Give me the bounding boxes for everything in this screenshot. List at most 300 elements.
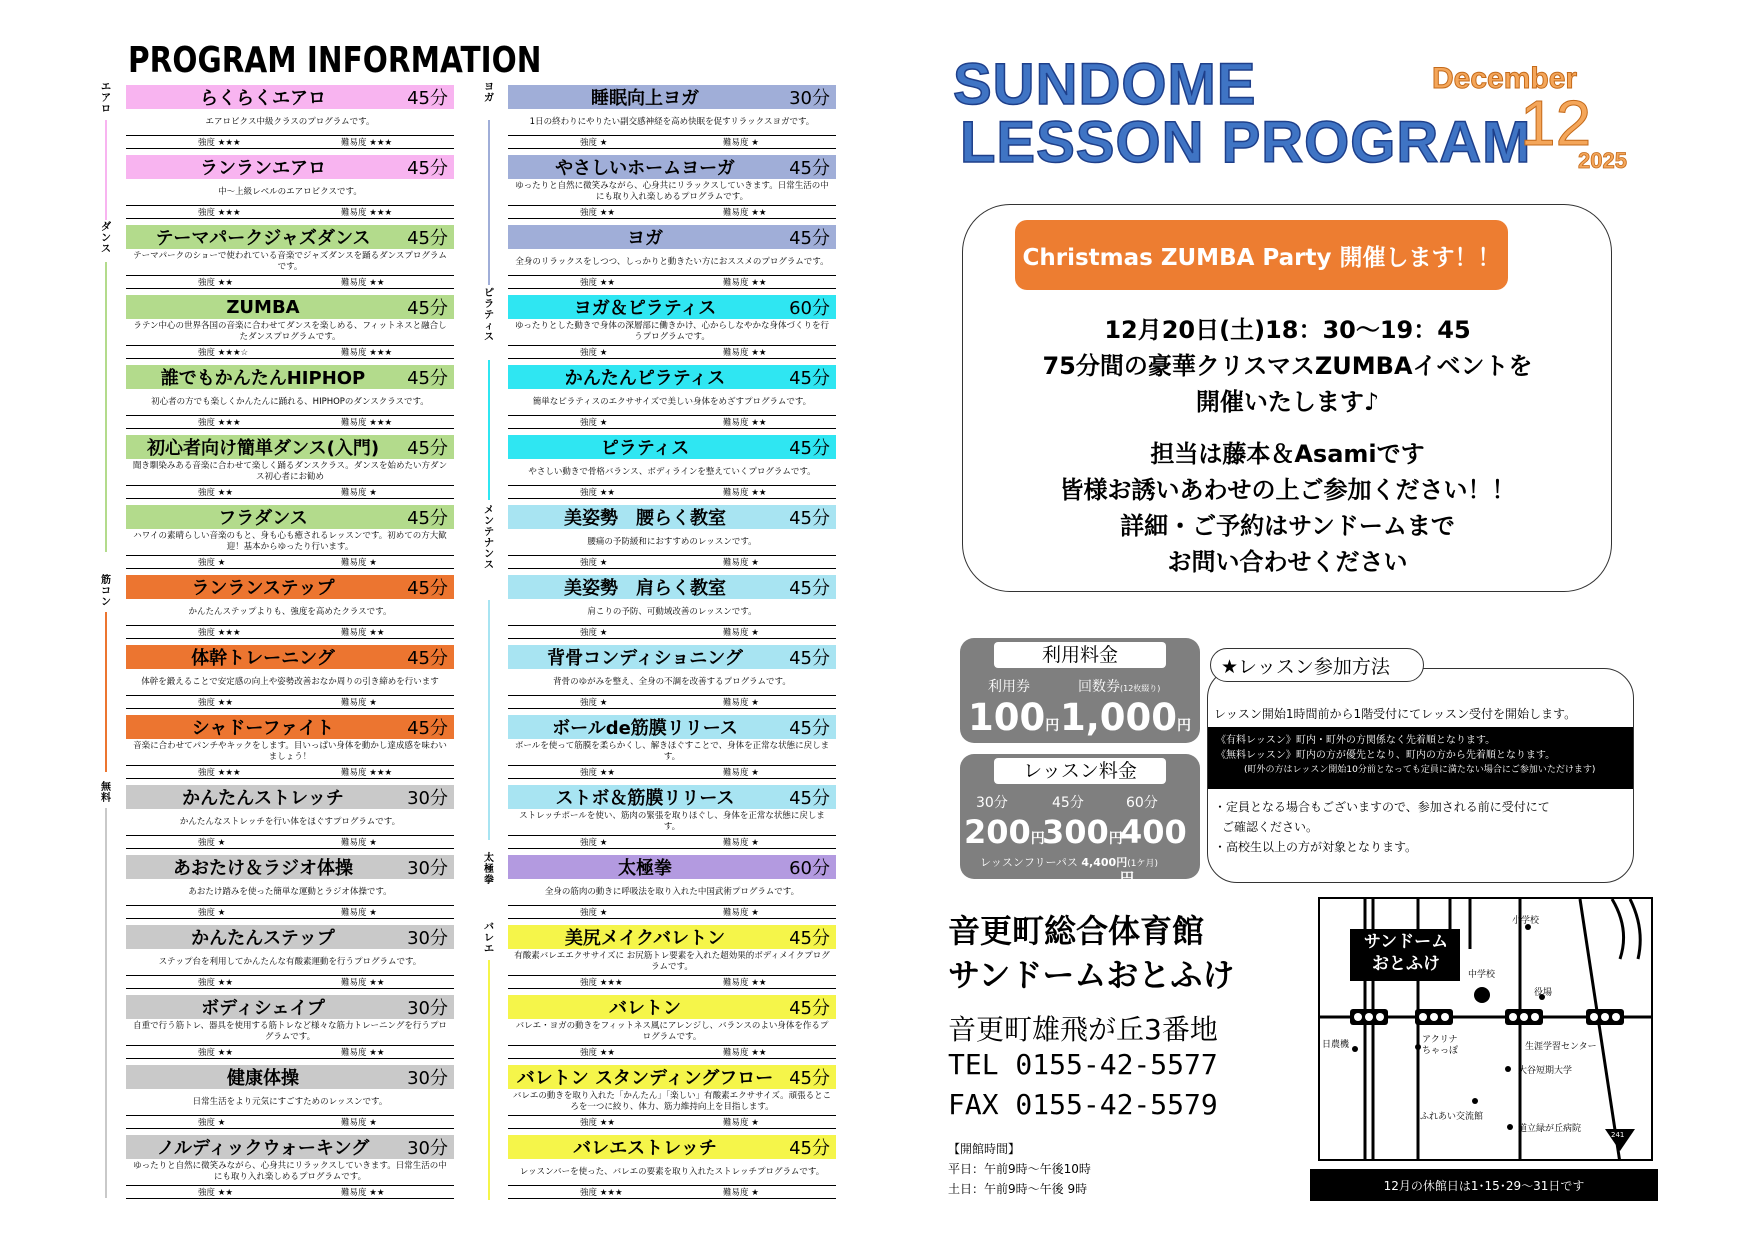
program-name: 睡眠向上ヨガ xyxy=(591,88,699,109)
program-duration: 45分 xyxy=(407,298,448,319)
program-name: テーマパークジャズダンス xyxy=(155,228,371,249)
program-description: かんたんステップよりも、強度を高めたクラスです。 xyxy=(188,606,392,617)
program-rating xyxy=(126,1045,454,1059)
program-description: 全身の筋肉の動きに呼吸法を取り入れた中国武術プログラムです。 xyxy=(544,886,800,897)
program-header xyxy=(508,995,836,1019)
program-card xyxy=(508,855,836,925)
program-duration: 30分 xyxy=(407,1068,448,1089)
program-card xyxy=(508,155,836,225)
program-intensity: 強度 ★ xyxy=(198,1118,226,1128)
program-intensity: 強度 ★★ xyxy=(198,1188,233,1198)
program-duration: 45分 xyxy=(789,578,830,599)
program-rating xyxy=(126,555,454,569)
program-duration: 45分 xyxy=(407,438,448,459)
program-header xyxy=(126,995,454,1019)
lesson-45-price: 300円 xyxy=(1042,813,1123,851)
map-elementary: 小学校 xyxy=(1512,916,1540,926)
program-card xyxy=(126,155,454,225)
program-difficulty: 難易度 ★★ xyxy=(723,488,767,498)
lesson-30-price: 200円 xyxy=(964,813,1045,851)
program-rating xyxy=(126,205,454,219)
program-rating xyxy=(126,695,454,709)
program-card xyxy=(508,225,836,295)
program-difficulty: 難易度 ★★★ xyxy=(341,348,393,358)
program-card xyxy=(126,225,454,295)
program-duration: 45分 xyxy=(789,928,830,949)
program-name: ボールde筋膜リリース xyxy=(552,718,738,739)
program-description: ゆったりと自然に微笑みながら、心身共にリラックスしていきます。日常生活の中にも取り入れ楽しめるプログラムです。 xyxy=(515,181,829,202)
program-name: フラダンス xyxy=(218,508,308,529)
program-duration: 45分 xyxy=(789,158,830,179)
program-duration: 45分 xyxy=(789,998,830,1019)
program-difficulty: 難易度 ★★★ xyxy=(341,418,393,428)
program-card xyxy=(126,435,454,505)
facility-tel: TEL 0155-42-5577 xyxy=(948,1048,1218,1081)
category-line-barre xyxy=(488,960,490,1200)
program-duration: 45分 xyxy=(789,788,830,809)
program-rating xyxy=(508,765,836,779)
program-rating xyxy=(126,345,454,359)
category-line-muryo xyxy=(105,808,107,1198)
program-rating xyxy=(508,695,836,709)
map-hospital: 道立緑が丘病院 xyxy=(1518,1124,1582,1134)
program-difficulty: 難易度 ★ xyxy=(723,768,759,778)
program-difficulty: 難易度 ★★ xyxy=(723,1048,767,1058)
program-description: ラテン中心の世界各国の音楽に合わせてダンスを楽しめる、フィットネスと融合したダンスプログラムです。 xyxy=(133,321,447,342)
program-description: ステップ台を利用してかんたんな有酸素運動を行うプログラムです。 xyxy=(158,956,422,967)
program-difficulty: 難易度 ★ xyxy=(341,488,377,498)
program-header xyxy=(508,155,836,179)
program-intensity: 強度 ★★★ xyxy=(580,978,623,988)
program-rating xyxy=(126,835,454,849)
program-difficulty: 難易度 ★ xyxy=(341,558,377,568)
category-line-aero xyxy=(105,120,107,220)
program-description: ゆったりと自然に微笑みながら、心身共にリラックスしていきます。日常生活の中にも取り入れ楽しめるプログラムです。 xyxy=(133,1161,447,1182)
free-pass: レッスンフリーパス 4,400円(1ケ月) xyxy=(980,856,1158,869)
program-card xyxy=(126,365,454,435)
program-name: ランランステップ xyxy=(191,578,335,599)
program-header xyxy=(126,505,454,529)
program-duration: 30分 xyxy=(789,88,830,109)
coupon-label: 回数券(12枚綴り) xyxy=(1078,679,1161,695)
program-rating xyxy=(126,415,454,429)
facility-fax: FAX 0155-42-5579 xyxy=(948,1088,1218,1121)
program-difficulty: 難易度 ★★ xyxy=(723,978,767,988)
program-intensity: 強度 ★★★ xyxy=(580,1188,623,1198)
program-intensity: 強度 ★ xyxy=(580,138,608,148)
program-header xyxy=(126,365,454,389)
title-sundome: SUNDOME xyxy=(953,52,1257,117)
program-card xyxy=(126,925,454,995)
event-line-3: 開催いたします♪ xyxy=(1195,388,1380,416)
program-difficulty: 難易度 ★★ xyxy=(723,418,767,428)
program-header xyxy=(508,1065,836,1089)
program-description: バレエの動きを取り入れた「かんたん」「楽しい」有酸素エクササイズ。頑張るところを一つに絞り、体力、筋力維持向上を目指します。 xyxy=(512,1091,832,1112)
program-intensity: 強度 ★★★ xyxy=(198,418,241,428)
program-name: やさしいホームヨーガ xyxy=(555,158,735,179)
program-rating xyxy=(508,835,836,849)
program-header xyxy=(126,1065,454,1089)
program-difficulty: 難易度 ★ xyxy=(723,1188,759,1198)
category-label-maint: メ ン テ ナ ン ス xyxy=(484,505,494,571)
category-line-kinkon xyxy=(105,612,107,772)
program-duration: 45分 xyxy=(407,228,448,249)
program-difficulty: 難易度 ★ xyxy=(341,698,377,708)
lesson-fee-title: レッスン料金 xyxy=(994,758,1166,784)
program-card xyxy=(126,715,454,785)
program-header xyxy=(126,155,454,179)
program-card xyxy=(126,295,454,365)
program-intensity: 強度 ★★ xyxy=(198,978,233,988)
program-duration: 45分 xyxy=(789,228,830,249)
program-description: ハワイの素晴らしい音楽のもと、身も心も癒されるレッスンです。初めての方大歓迎！基本からゆったり行います。 xyxy=(133,531,447,552)
program-duration: 45分 xyxy=(407,368,448,389)
program-header xyxy=(126,785,454,809)
map-univ: 大谷短期大学 xyxy=(1518,1066,1573,1076)
coupon-price: 1,000円 xyxy=(1060,696,1192,739)
program-difficulty: 難易度 ★★ xyxy=(341,278,385,288)
program-difficulty: 難易度 ★ xyxy=(341,908,377,918)
program-duration: 45分 xyxy=(407,578,448,599)
program-difficulty: 難易度 ★★ xyxy=(723,208,767,218)
program-name: あおたけ＆ラジオ体操 xyxy=(173,858,353,879)
program-rating xyxy=(508,345,836,359)
program-intensity: 強度 ★★★ xyxy=(198,768,241,778)
map-center: 生涯学習センター xyxy=(1525,1042,1597,1052)
program-name: 初心者向け簡単ダンス(入門) xyxy=(146,438,380,459)
event-line-6: 詳細・ご予約はサンドームまで xyxy=(1120,512,1455,540)
program-description: 腰痛の予防緩和におすすめのレッスンです。 xyxy=(587,536,757,547)
program-name: 太極拳 xyxy=(618,858,672,879)
program-difficulty: 難易度 ★★ xyxy=(341,1048,385,1058)
program-header xyxy=(508,575,836,599)
program-duration: 45分 xyxy=(407,158,448,179)
program-duration: 30分 xyxy=(407,928,448,949)
program-header xyxy=(508,435,836,459)
program-name: シャドーファイト xyxy=(191,718,335,739)
program-description: 1日の終わりにやりたい副交感神経を高め快眠を促すリラックスヨガです。 xyxy=(529,116,815,127)
rule-paid: 《有料レッスン》町内・町外の方関係なく先着順となります。 xyxy=(1216,735,1496,746)
program-rating xyxy=(508,275,836,289)
program-card xyxy=(126,1135,454,1205)
program-rating xyxy=(126,485,454,499)
category-label-barre: バ レ エ xyxy=(484,922,494,955)
participation-line-1: レッスン開始1時間前から1階受付にてレッスン受付を開始します。 xyxy=(1214,707,1577,721)
program-intensity: 強度 ★ xyxy=(580,348,608,358)
program-rating xyxy=(508,1115,836,1129)
participation-box xyxy=(1207,668,1634,883)
program-header xyxy=(126,575,454,599)
program-description: 有酸素バレエエクササイズに お尻筋トレ要素を入れた超効果的ボディメイクプログラムです。 xyxy=(514,951,830,972)
program-duration: 60分 xyxy=(789,858,830,879)
program-card xyxy=(126,85,454,155)
program-card xyxy=(126,855,454,925)
usage-ticket-label: 利用券 xyxy=(988,679,1030,695)
program-duration: 60分 xyxy=(789,298,830,319)
program-card xyxy=(126,575,454,645)
category-label-aero: エ ア ロ xyxy=(101,82,111,115)
program-duration: 45分 xyxy=(407,508,448,529)
program-rating xyxy=(126,975,454,989)
date-day: 12 xyxy=(1520,87,1592,159)
program-name: ヨガ＆ピラティス xyxy=(573,298,717,319)
program-header xyxy=(508,85,836,109)
program-intensity: 強度 ★★ xyxy=(580,1048,615,1058)
program-rating xyxy=(508,975,836,989)
program-difficulty: 難易度 ★★ xyxy=(723,278,767,288)
program-duration: 45分 xyxy=(789,1138,830,1159)
program-header xyxy=(126,225,454,249)
program-intensity: 強度 ★★ xyxy=(198,698,233,708)
program-duration: 45分 xyxy=(789,508,830,529)
program-rating xyxy=(508,625,836,639)
program-difficulty: 難易度 ★ xyxy=(723,908,759,918)
program-difficulty: 難易度 ★★★ xyxy=(341,138,393,148)
usage-ticket-price: 100円 xyxy=(968,696,1060,739)
program-difficulty: 難易度 ★★ xyxy=(341,1188,385,1198)
event-line-4: 担当は藤本＆Asamiです xyxy=(1150,440,1425,468)
category-label-kinkon: 筋 コ ン xyxy=(101,575,111,608)
program-duration: 45分 xyxy=(789,648,830,669)
participation-title: ★レッスン参加方法 xyxy=(1210,648,1424,682)
program-description: あおたけ踏みを使った簡単な運動とラジオ体操です。 xyxy=(188,886,392,897)
program-name: 美姿勢 腰らく教室 xyxy=(564,508,726,529)
category-label-muryo: 無 料 xyxy=(101,782,111,804)
program-name: らくらくエアロ xyxy=(200,88,326,109)
program-rating xyxy=(508,1045,836,1059)
program-card xyxy=(508,295,836,365)
closed-days: 12月の休館日は1･15･29～31日です xyxy=(1310,1169,1658,1201)
program-description: 日常生活をより元気にすごすためのレッスンです。 xyxy=(192,1096,388,1107)
program-header xyxy=(508,295,836,319)
program-description: エアロビクス中級クラスのプログラムです。 xyxy=(205,116,375,127)
facility-name: 音更町総合体育館 xyxy=(948,912,1205,950)
program-rating xyxy=(126,275,454,289)
map-route-241: 241 xyxy=(1611,1131,1625,1139)
event-line-7: お問い合わせください xyxy=(1167,548,1408,576)
program-intensity: 強度 ★★ xyxy=(580,768,615,778)
program-card xyxy=(126,785,454,855)
program-description: 中～上級レベルのエアロビクスです。 xyxy=(218,186,362,197)
program-difficulty: 難易度 ★ xyxy=(723,628,759,638)
program-difficulty: 難易度 ★ xyxy=(341,838,377,848)
program-duration: 30分 xyxy=(407,858,448,879)
program-intensity: 強度 ★ xyxy=(580,698,608,708)
map-office: 役場 xyxy=(1534,988,1553,998)
category-line-pilates xyxy=(488,360,490,500)
event-banner: Christmas ZUMBA Party 開催します！！ xyxy=(1015,220,1508,290)
program-rating xyxy=(126,135,454,149)
map-jhs: 中学校 xyxy=(1468,970,1496,980)
program-name: かんたんピラティス xyxy=(564,368,726,389)
program-intensity: 強度 ★★ xyxy=(580,208,615,218)
program-description: ゆったりとした動きで身体の深層部に働きかけ、心からしなやかな身体づくりを行うプログラムです。 xyxy=(514,321,830,342)
program-header xyxy=(126,85,454,109)
program-header xyxy=(126,295,454,319)
program-name: 美姿勢 肩らく教室 xyxy=(564,578,726,599)
program-rating xyxy=(126,905,454,919)
program-name: バレトン スタンディングフロー xyxy=(516,1068,774,1089)
program-description: テーマパークのショーで使われている音楽でジャズダンスを踊るダンスプログラムです。 xyxy=(133,251,447,272)
program-description: 自重で行う筋トレ、器具を使用する筋トレなど様々な筋力トレーニングを行うプログラムです。 xyxy=(133,1021,447,1042)
program-column-left xyxy=(126,85,454,1205)
program-intensity: 強度 ★ xyxy=(580,628,608,638)
program-duration: 45分 xyxy=(789,368,830,389)
program-difficulty: 難易度 ★ xyxy=(341,1118,377,1128)
program-rating xyxy=(508,555,836,569)
date-year: 2025 xyxy=(1578,148,1627,173)
program-duration: 45分 xyxy=(407,88,448,109)
program-header xyxy=(508,785,836,809)
program-rating xyxy=(126,625,454,639)
program-name: バレエストレッチ xyxy=(573,1138,717,1159)
program-description: 体幹を鍛えることで安定感の向上や姿勢改善おなか周りの引き締めを行います xyxy=(141,676,439,687)
access-map xyxy=(1318,897,1653,1161)
program-duration: 30分 xyxy=(407,1138,448,1159)
program-rating xyxy=(508,905,836,919)
program-intensity: 強度 ★ xyxy=(198,558,226,568)
program-header xyxy=(126,715,454,739)
program-name: 体幹トレーニング xyxy=(191,648,335,669)
program-rating xyxy=(508,415,836,429)
event-datetime: 12月20日(土)18：30～19：45 xyxy=(1104,316,1471,344)
category-line-maint xyxy=(488,600,490,840)
lesson-60-label: 60分 xyxy=(1126,795,1158,811)
program-card xyxy=(508,995,836,1065)
program-intensity: 強度 ★★★ xyxy=(198,628,241,638)
program-name: かんたんステップ xyxy=(191,928,335,949)
category-line-yoga xyxy=(488,120,490,285)
program-difficulty: 難易度 ★ xyxy=(723,138,759,148)
program-difficulty: 難易度 ★★★ xyxy=(341,768,393,778)
program-duration: 30分 xyxy=(407,788,448,809)
lesson-30-label: 30分 xyxy=(976,795,1008,811)
map-akurina: アクリナ ちゃっぽ xyxy=(1422,1035,1459,1056)
program-rating xyxy=(508,205,836,219)
program-column-right xyxy=(508,85,836,1205)
program-difficulty: 難易度 ★★★ xyxy=(341,208,393,218)
event-line-2: 75分間の豪華クリスマスZUMBAイベントを xyxy=(1042,352,1533,380)
program-intensity: 強度 ★ xyxy=(580,558,608,568)
program-name: ストボ＆筋膜リリース xyxy=(555,788,735,809)
program-card xyxy=(126,1065,454,1135)
facility-nickname: サンドームおとふけ xyxy=(948,956,1235,994)
program-intensity: 強度 ★ xyxy=(198,908,226,918)
program-header xyxy=(508,365,836,389)
program-header xyxy=(508,505,836,529)
program-rating xyxy=(126,1115,454,1129)
program-duration: 30分 xyxy=(407,998,448,1019)
program-header xyxy=(508,1135,836,1159)
program-intensity: 強度 ★★ xyxy=(198,1048,233,1058)
program-intensity: 強度 ★ xyxy=(580,838,608,848)
program-description: かんたんなストレッチを行い体をほぐすプログラムです。 xyxy=(179,816,401,827)
title-lesson-program: LESSON PROGRAM xyxy=(960,110,1532,175)
program-header xyxy=(126,1135,454,1159)
program-intensity: 強度 ★ xyxy=(198,838,226,848)
program-header xyxy=(508,925,836,949)
program-description: 肩こりの予防、可動域改善のレッスンです。 xyxy=(587,606,757,617)
category-line-dance xyxy=(105,262,107,552)
program-intensity: 強度 ★★ xyxy=(580,278,615,288)
program-intensity: 強度 ★★ xyxy=(580,488,615,498)
hours-weekend: 土日：午前9時～午後 9時 xyxy=(948,1182,1088,1196)
program-description: 聞き馴染みある音楽に合わせて楽しく踊るダンスクラス。ダンスを始めたい方ダンス初心者にお勧め xyxy=(132,461,448,482)
program-intensity: 強度 ★★ xyxy=(198,278,233,288)
date-month: December xyxy=(1432,62,1578,95)
program-title: PROGRAM INFORMATION xyxy=(128,40,542,81)
program-rating xyxy=(508,135,836,149)
program-name: ランランエアロ xyxy=(200,158,326,179)
program-duration: 45分 xyxy=(789,1068,830,1089)
participation-notes: ・定員となる場合もございますので、参加される前に受付にて ご確認ください。 ・高校生以上の方が対象となります。 xyxy=(1214,800,1550,854)
category-label-dance: ダ ン ス xyxy=(101,222,111,255)
program-card xyxy=(508,1135,836,1205)
program-header xyxy=(508,645,836,669)
program-difficulty: 難易度 ★★ xyxy=(723,348,767,358)
hours-label: 【開館時間】 xyxy=(948,1142,1021,1156)
hours-weekday: 平日：午前9時～午後10時 xyxy=(948,1162,1091,1176)
program-intensity: 強度 ★★ xyxy=(580,1118,615,1128)
program-intensity: 強度 ★ xyxy=(580,418,608,428)
program-header xyxy=(126,925,454,949)
program-description: やさしい動きで骨格バランス、ボディラインを整えていくプログラムです。 xyxy=(528,466,816,477)
usage-fee-box xyxy=(960,638,1200,743)
program-card xyxy=(508,435,836,505)
program-card xyxy=(508,1065,836,1135)
program-description: 全身のリラックスをしつつ、しっかりと動きたい方におススメのプログラムです。 xyxy=(515,256,829,267)
program-duration: 45分 xyxy=(789,718,830,739)
program-name: 誰でもかんたんHIPHOP xyxy=(160,368,366,389)
program-description: バレエ・ヨガの動きをフィットネス風にアレンジし、バランスのよい身体を作るプログラムです。 xyxy=(515,1021,829,1042)
program-header xyxy=(508,855,836,879)
program-intensity: 強度 ★★★ xyxy=(198,138,241,148)
program-header xyxy=(508,225,836,249)
program-name: かんたんストレッチ xyxy=(182,788,344,809)
program-name: ボディシェイプ xyxy=(201,998,325,1019)
category-label-pilates: ピ ラ テ ィ ス xyxy=(484,288,494,343)
program-card xyxy=(508,645,836,715)
program-header xyxy=(126,645,454,669)
event-line-5: 皆様お誘いあわせの上ご参加ください！！ xyxy=(1059,476,1516,504)
program-duration: 45分 xyxy=(407,718,448,739)
program-intensity: 強度 ★ xyxy=(580,908,608,918)
program-card xyxy=(126,645,454,715)
facility-address: 音更町雄飛が丘3番地 xyxy=(948,1013,1218,1046)
program-duration: 45分 xyxy=(407,648,448,669)
program-name: 背骨コンディショニング xyxy=(547,648,743,669)
program-duration: 45分 xyxy=(789,438,830,459)
program-name: ヨガ xyxy=(627,228,663,249)
program-name: ピラティス xyxy=(600,438,690,459)
program-card xyxy=(508,365,836,435)
program-description: ボールを使って筋膜を柔らかくし、解きほぐすことで、身体を正常な状態に戻します。 xyxy=(514,741,830,762)
program-header xyxy=(126,855,454,879)
program-intensity: 強度 ★★★ xyxy=(198,208,241,218)
program-card xyxy=(126,505,454,575)
program-name: ノルディックウォーキング xyxy=(156,1138,370,1159)
program-card xyxy=(126,995,454,1065)
category-label-taikyoku: 太 極 拳 xyxy=(484,853,494,886)
program-intensity: 強度 ★★ xyxy=(198,488,233,498)
program-name: ZUMBA xyxy=(226,296,300,318)
map-sundome-label: サンドーム おとふけ xyxy=(1363,932,1449,974)
program-header xyxy=(508,715,836,739)
program-name: 美尻メイクバレトン xyxy=(564,928,726,949)
program-rating xyxy=(126,765,454,779)
program-difficulty: 難易度 ★★ xyxy=(341,978,385,988)
program-description: 初心者の方でも楽しくかんたんに踊れる、HIPHOPのダンスクラスです。 xyxy=(151,396,429,407)
